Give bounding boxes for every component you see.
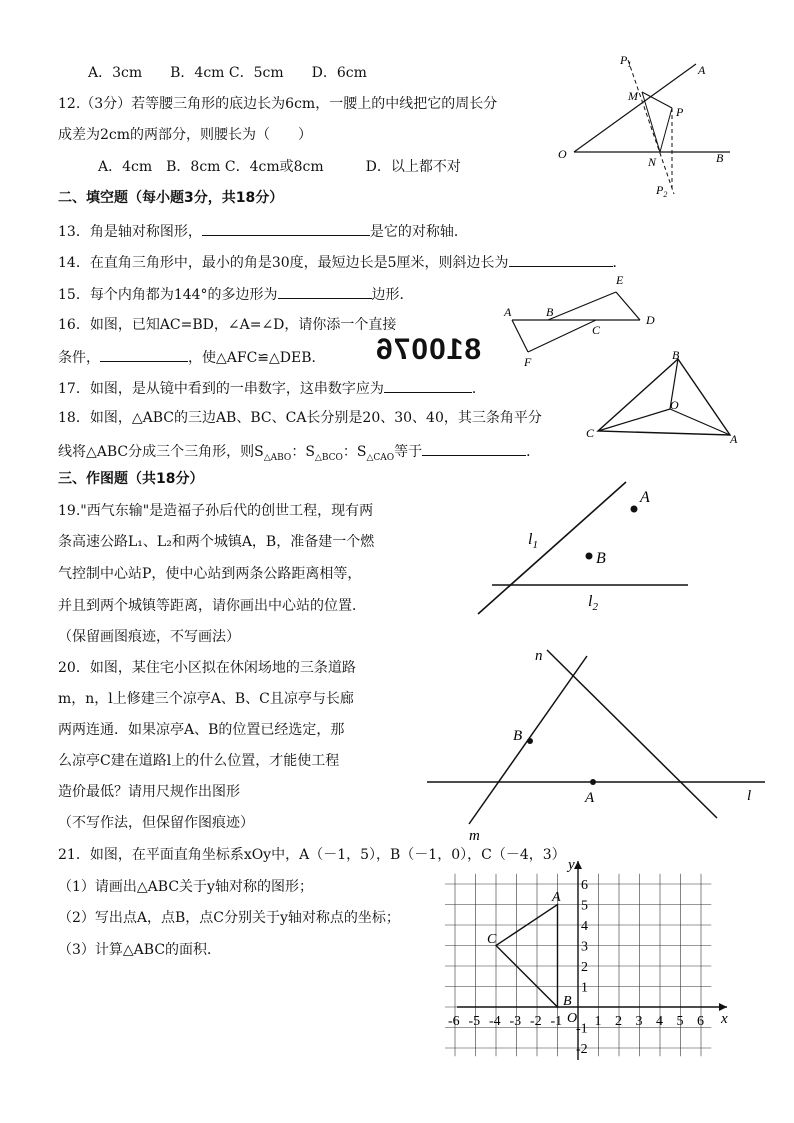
point-a-label: A (552, 890, 561, 905)
x-axis-arrow (719, 1003, 727, 1011)
q16-line1: 16．如图，已知AC=BD，∠A=∠D，请你添一个直接 (58, 317, 397, 333)
q18-sub1: △ABO (263, 452, 292, 463)
segment-ed (616, 292, 640, 320)
segment-np (660, 108, 672, 152)
segment-mn (642, 92, 660, 152)
x-tick-label: 3 (635, 1014, 643, 1029)
segment-be (548, 292, 616, 320)
q12-options: A．4cm B．8cm C．4cm或8cm D．以上都不对 (98, 159, 461, 175)
point-b-label: B (563, 994, 572, 1009)
y-tick-label: -1 (576, 1021, 588, 1037)
label-b20: B (513, 728, 523, 744)
label-n20: n (535, 648, 543, 664)
q15-post: 边形． (371, 287, 414, 303)
x-tick-label: -3 (509, 1014, 522, 1029)
q18-end: ． (526, 444, 541, 460)
label-o: O (558, 147, 567, 161)
label-b: B (716, 151, 724, 165)
x-axis-label: x (721, 1011, 728, 1027)
q12-line1: 12.（3分）若等腰三角形的底边长为6cm，一腰上的中线把它的周长分 (58, 96, 498, 112)
q18-sub3: △CAO (366, 452, 395, 463)
q14-text: 14．在直角三角形中，最小的角是30度，最短边长是5厘米，则斜边长为 (58, 255, 509, 271)
q16-blank[interactable] (100, 347, 188, 362)
q21-line1: 21．如图，在平面直角坐标系xOy中，A（－1，5），B（－1，0），C（－4，3） (58, 847, 566, 863)
q18-mid2: ：S (342, 444, 367, 460)
label-p2: $P_2$ (656, 183, 668, 199)
triangle-abc-grid (496, 905, 558, 1008)
q20-line2: m，n，l上修建三个凉亭A、B、C且凉亭与长廊 (58, 691, 354, 707)
q17-pre: 17．如图，是从镜中看到的一串数字，这串数字应为 (58, 381, 384, 397)
q20-line1: 20．如图，某住宅小区拟在休闲场地的三条道路 (58, 660, 356, 676)
label-b16: B (546, 305, 554, 319)
origin-label: O (567, 1011, 578, 1026)
q21-line4: （3）计算△ABC的面积． (58, 942, 222, 958)
label-a20: A (585, 790, 595, 806)
label-l2: $l_2$ (588, 593, 598, 613)
x-tick-label: -4 (489, 1014, 501, 1029)
q14-blank[interactable] (509, 252, 613, 267)
q19-line4: 并且到两个城镇等距离，请你画出中心站的位置． (58, 598, 366, 614)
q21-line2: （1）请画出△ABC关于y轴对称的图形； (58, 879, 313, 895)
roads-figure-q19 (470, 472, 695, 622)
q18-sub2: △BCO (314, 452, 343, 463)
q18-blank[interactable] (422, 441, 526, 456)
q21-line3: （2）写出点A，点B，点C分别关于y轴对称点的坐标； (58, 910, 400, 926)
label-a18: A (730, 432, 738, 445)
q18-line2 (58, 441, 540, 467)
x-tick-label: 1 (594, 1014, 602, 1029)
q16-line2-post: ，使△AFC≌△DEB． (188, 350, 326, 366)
road-l1 (478, 482, 626, 614)
y-tick-label: 1 (581, 980, 588, 996)
q13-blank[interactable] (202, 221, 370, 236)
label-c18: C (586, 426, 595, 440)
x-tick-label: -1 (550, 1014, 563, 1029)
q19-line1: 19."西气东输"是造福子孙后代的创世工程，现有两 (58, 503, 374, 519)
q15-pre: 15．每个内角都为144°的多边形为 (58, 287, 278, 303)
q12-line2: 成差为2cm的两部分，则腰长为（ ） (58, 127, 313, 143)
y-tick-label: -2 (576, 1042, 588, 1057)
q18-line2-pre: 线将△ABC分成三个三角形，则S (58, 444, 264, 460)
q16-line2 (58, 347, 326, 367)
q18-line1: 18．如图，△ABC的三边AB、BC、CA长分别是20、30、40，其三条角平分 (58, 410, 542, 426)
label-a: A (698, 63, 706, 77)
label-a16: A (504, 305, 512, 319)
q15 (58, 284, 414, 304)
label-p1: $P_1$ (620, 53, 632, 69)
section2-title: 二、填空题（每小题3分，共18分） (58, 190, 284, 206)
label-l1: $l_1$ (528, 531, 538, 551)
label-l20: l (747, 788, 752, 804)
section3-title: 三、作图题（共18分） (58, 471, 204, 487)
q16-line2-pre: 条件， (58, 350, 100, 366)
q13 (58, 221, 468, 241)
q17-end: ． (471, 381, 486, 397)
point-c-label: C (487, 932, 497, 947)
q20-line4: 么凉亭C建在道路l上的什么位置，才能使工程 (58, 753, 340, 769)
q17-blank[interactable] (384, 378, 472, 393)
roads-figure-q20 (425, 640, 770, 845)
label-e16: E (616, 273, 624, 287)
q19-line2: 条高速公路L₁、L₂和两个城镇A，B，准备建一个燃 (58, 534, 375, 550)
label-a19: A (640, 489, 650, 506)
x-tick-label: -6 (448, 1014, 460, 1029)
angle-reflection-figure (548, 48, 748, 208)
q19-line3: 气控制中心站P，使中心站到两条公路距离相等， (58, 566, 362, 582)
x-tick-label: 6 (697, 1014, 704, 1029)
x-tick-label: -2 (530, 1014, 542, 1029)
q14-end: ． (612, 255, 627, 271)
q20-line6: （不写作法，但保留作图痕迹） (58, 815, 254, 831)
pavilion-a-point (590, 779, 596, 785)
q18-mid1: ：S (291, 444, 315, 460)
x-tick-label: 4 (656, 1014, 663, 1029)
town-b-point (586, 553, 593, 560)
y-axis-arrow (574, 861, 582, 869)
label-b18: B (672, 348, 680, 362)
q20-line5: 造价最低？请用尺规作出图形 (58, 784, 240, 800)
q15-blank[interactable] (278, 284, 372, 299)
q13-post: 是它的对称轴． (369, 224, 468, 240)
q19-line5: （保留画图痕迹，不写画法） (58, 629, 240, 645)
town-a-point (631, 506, 638, 513)
q20-line3: 两两连通．如果凉亭A、B的位置已经选定，那 (58, 722, 345, 738)
segment-af (512, 320, 528, 352)
label-f16: F (524, 355, 532, 369)
coordinate-grid-figure (445, 855, 740, 1063)
label-m20: m (469, 828, 480, 844)
triangle-bisectors-figure (580, 345, 745, 445)
label-n: N (648, 155, 657, 169)
label-o18: O (670, 398, 679, 412)
label-m: M (628, 89, 638, 103)
x-tick-label: 5 (676, 1014, 684, 1029)
pavilion-b-point (527, 738, 533, 744)
q13-pre: 13．角是轴对称图形， (58, 224, 202, 240)
y-tick-label: 5 (581, 898, 588, 914)
y-axis-label: y (568, 857, 575, 873)
triangle-abc (598, 359, 730, 435)
segment-co (598, 409, 670, 431)
x-tick-label: -5 (468, 1014, 481, 1029)
q11-options: A．3cm B．4cm C．5cm D．6cm (88, 65, 367, 81)
label-c16: C (592, 323, 601, 337)
label-d16: D (646, 313, 655, 327)
x-tick-label: 2 (615, 1014, 622, 1029)
road-n (547, 650, 717, 818)
y-tick-label: 4 (581, 919, 588, 934)
q18-line2-post: 等于 (394, 444, 423, 460)
y-tick-label: 3 (581, 939, 588, 955)
mirror-digits: 810076 (375, 333, 482, 366)
y-tick-label: 2 (581, 960, 588, 975)
label-b19: B (596, 550, 606, 567)
y-tick-label: 6 (581, 878, 588, 893)
q17 (58, 378, 486, 398)
label-p: P (676, 105, 684, 119)
